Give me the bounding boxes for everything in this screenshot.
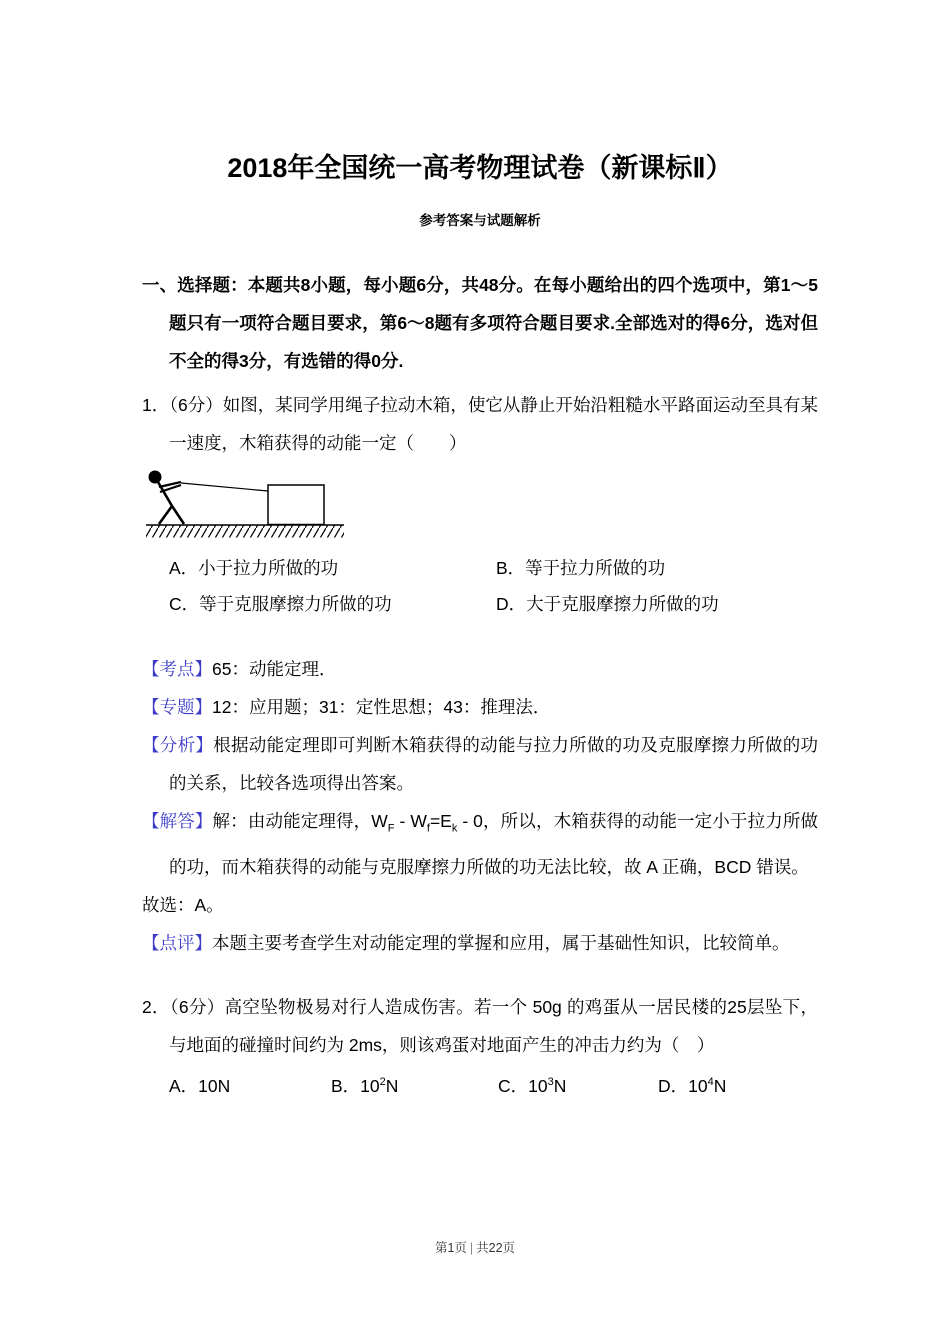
option-d-base: D．10 xyxy=(658,1075,708,1096)
option-c-base: C．10 xyxy=(498,1075,548,1096)
person-pulling-box-figure-icon xyxy=(144,468,349,540)
question-1-option-a: A．小于拉力所做的功 xyxy=(169,558,339,578)
question-1-option-d: D．大于克服摩擦力所做的功 xyxy=(496,594,719,614)
zhuanti-row xyxy=(142,688,818,726)
option-a-unit: N xyxy=(217,1075,231,1096)
formula-sub-F: F xyxy=(387,822,395,835)
question-2-option-d xyxy=(658,1064,726,1104)
page-footer xyxy=(0,1240,950,1256)
kaodian-tag: 【考点】 xyxy=(142,659,212,679)
dianping-tag: 【点评】 xyxy=(142,932,212,953)
question-1-analysis xyxy=(142,650,818,962)
fenxi-tag: 【分析】 xyxy=(142,735,214,755)
page-title: 2018年全国统一高考物理试卷（新课标Ⅱ） xyxy=(227,153,733,183)
kaodian-row xyxy=(142,650,818,688)
answer-line: 故选：A。 xyxy=(142,894,224,915)
fenxi-row xyxy=(142,726,818,802)
zhuanti-text: 12：应用题；31：定性思想；43：推理法． xyxy=(212,697,551,717)
kaodian-text: 65：动能定理． xyxy=(212,659,337,679)
jieda-text-2: - W xyxy=(394,811,427,831)
question-2-stem: 2．（6分）高空坠物极易对行人造成伤害。若一个 50g 的鸡蛋从一居民楼的25层坠下，与地面的碰撞时间约为 2ms，则该鸡蛋对地面产生的冲击力约为（ ） xyxy=(142,996,818,1055)
fenxi-text: 根据动能定理即可判断木箱获得的动能与拉力所做的功及克服摩擦力所做的功的关系，比较各选项得出答案。 xyxy=(169,735,819,793)
dianping-text: 本题主要考查学生对动能定理的掌握和应用，属于基础性知识，比较简单。 xyxy=(212,932,790,953)
option-c-unit: N xyxy=(553,1075,567,1096)
jieda-text-3: =E xyxy=(429,811,452,831)
question-2-options xyxy=(169,1064,818,1104)
option-b-unit: N xyxy=(385,1075,399,1096)
zhuanti-tag: 【专题】 xyxy=(142,697,212,717)
section-heading: 一、选择题：本题共8小题，每小题6分，共48分。在每小题给出的四个选项中，第1～5题只有一项符合题目要求，第6～8题有多项符合题目要求.全部选对的得6分，选对但不全的得3分，有选错的得0分. xyxy=(142,275,818,371)
question-1-options xyxy=(169,550,818,622)
jieda-row xyxy=(142,802,818,886)
question-1-option-c: C．等于克服摩擦力所做的功 xyxy=(169,594,392,614)
option-a-base: A．10 xyxy=(169,1075,218,1096)
question-1 xyxy=(142,386,818,962)
footer-total-pages: 共22页 xyxy=(476,1241,516,1255)
option-c-sup: 3 xyxy=(547,1075,554,1088)
jieda-text-4: - 0，所以，木箱获得的动能一定小于拉力所做的功，而木箱获得的动能与克服摩擦力所做的功无法比较，故 A 正确，BCD 错误。 xyxy=(169,811,818,877)
option-b-sup: 2 xyxy=(379,1075,386,1088)
option-d-sup: 4 xyxy=(707,1075,714,1088)
question-2-option-a xyxy=(169,1064,331,1104)
dianping-row xyxy=(142,924,818,962)
question-2-option-c xyxy=(498,1064,658,1104)
question-1-option-b: B．等于拉力所做的功 xyxy=(496,558,666,578)
footer-separator: | xyxy=(469,1241,474,1255)
jieda-text-1: 解：由动能定理得，W xyxy=(212,811,388,831)
question-2-option-b xyxy=(331,1064,498,1104)
option-b-base: B．10 xyxy=(331,1075,380,1096)
option-d-unit: N xyxy=(713,1075,727,1096)
footer-page-number: 第1页 xyxy=(434,1241,467,1255)
question-2 xyxy=(142,988,818,1104)
jieda-tag: 【解答】 xyxy=(142,811,213,831)
question-1-stem: 1．（6分）如图，某同学用绳子拉动木箱，使它从静止开始沿粗糙水平路面运动至具有某一速度，木箱获得的动能一定（ ） xyxy=(142,395,818,453)
page-subtitle: 参考答案与试题解析 xyxy=(419,213,541,228)
formula-sub-f: f xyxy=(426,822,430,835)
question-1-figure xyxy=(144,468,818,540)
formula-sub-k: k xyxy=(451,822,458,835)
